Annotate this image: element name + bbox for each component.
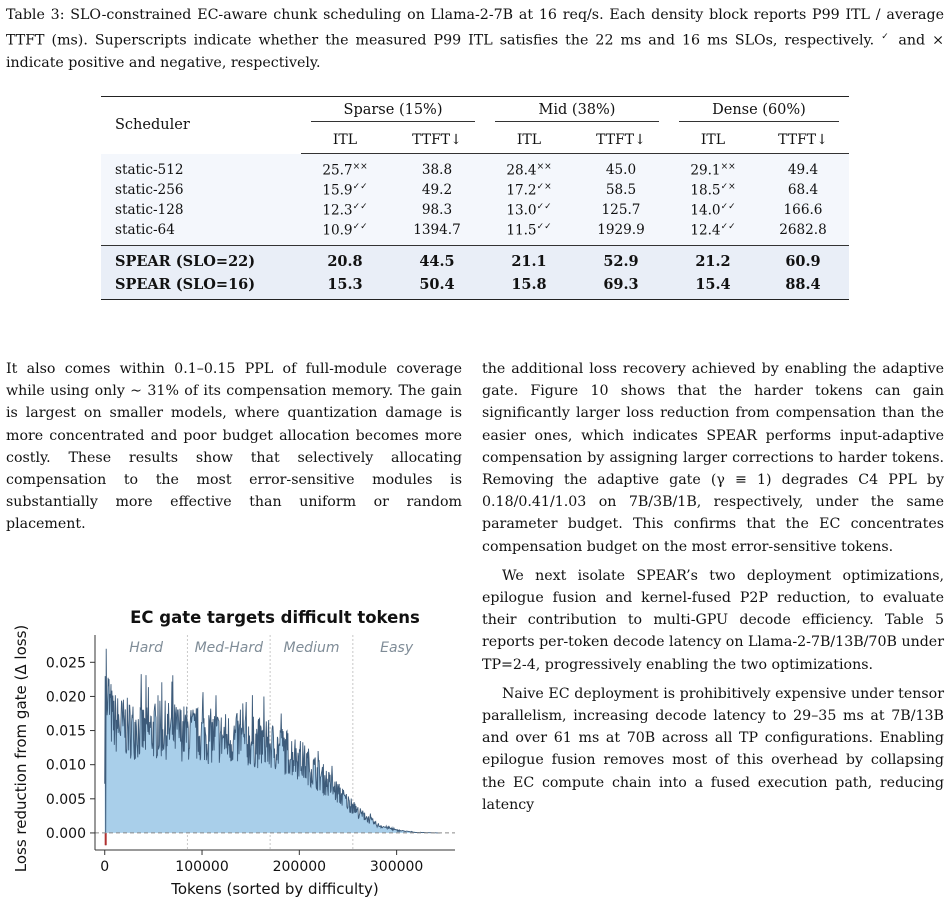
cell-value: 10.9 <box>322 222 353 239</box>
scheduler-name: SPEAR (SLO=22) <box>101 246 301 274</box>
cell-value: 68.4 <box>787 182 819 198</box>
cell-value: 14.0 <box>690 202 721 219</box>
table-row <box>101 220 849 246</box>
itl-cell: 20.8 <box>301 246 389 274</box>
group-header-dense: Dense (60%) <box>679 102 839 122</box>
subheader-itl: ITL <box>669 127 757 154</box>
subheader-ttft: TTFT↓ <box>389 127 485 154</box>
region-label: Medium <box>283 640 340 656</box>
group-header-mid: Mid (38%) <box>495 102 659 122</box>
slo-marks: ×× <box>352 161 368 172</box>
itl-cell <box>669 180 757 200</box>
itl-cell <box>301 200 389 220</box>
ttft-cell <box>573 200 669 220</box>
ttft-cell <box>573 180 669 200</box>
x-tick-label: 0 <box>100 859 110 875</box>
itl-cell <box>301 180 389 200</box>
subheader-itl: ITL <box>301 127 389 154</box>
caption-middle: and <box>898 32 926 49</box>
cell-value: 29.1 <box>690 162 721 179</box>
ttft-cell: 60.9 <box>757 246 849 274</box>
itl-cell <box>485 154 573 181</box>
chart-area <box>105 649 441 846</box>
slo-marks: ×× <box>536 161 552 172</box>
results-table <box>101 96 849 300</box>
slo-marks: ✓× <box>720 181 736 192</box>
ttft-cell <box>757 220 849 246</box>
slo-marks: ✓× <box>536 181 552 192</box>
cell-value: 49.4 <box>787 162 819 178</box>
scheduler-name: static-64 <box>115 222 175 238</box>
table-row-spear <box>101 246 849 274</box>
itl-cell <box>485 220 573 246</box>
cell-value: 17.2 <box>506 182 537 199</box>
cell-value: 28.4 <box>506 162 537 179</box>
cell-value: 125.7 <box>601 202 641 218</box>
cell-value: 13.0 <box>506 202 537 219</box>
slo-marks: ✓✓ <box>352 181 368 192</box>
cell-value: 12.4 <box>690 222 721 239</box>
itl-cell: 21.2 <box>669 246 757 274</box>
slo-marks: ×× <box>720 161 736 172</box>
table-row <box>101 154 849 181</box>
scheduler-name: static-512 <box>115 161 184 178</box>
region-label: Med-Hard <box>194 640 263 656</box>
cell-value: 18.5 <box>690 182 721 199</box>
table-row <box>101 200 849 220</box>
chart-title: EC gate targets difficult tokens <box>130 608 420 627</box>
itl-cell <box>485 180 573 200</box>
y-tick-label: 0.005 <box>45 791 86 808</box>
check-mark: ✓ <box>881 32 892 42</box>
itl-cell: 15.4 <box>669 273 757 300</box>
slo-marks: ✓✓ <box>720 201 736 212</box>
cell-value: 2682.8 <box>779 222 827 238</box>
itl-cell <box>301 220 389 246</box>
cell-value: 11.5 <box>506 222 537 239</box>
scheduler-name: static-256 <box>115 182 184 198</box>
cell-value: 1394.7 <box>413 222 461 238</box>
itl-cell: 15.3 <box>301 273 389 300</box>
left-column-text <box>6 358 462 536</box>
cell-value: 45.0 <box>605 162 637 178</box>
table-row-spear <box>101 273 849 300</box>
gate-figure <box>0 595 470 913</box>
slo-marks: ✓✓ <box>352 221 368 232</box>
itl-cell: 21.1 <box>485 246 573 274</box>
y-axis-label: Loss reduction from gate (Δ loss) <box>12 624 30 873</box>
cell-value: 38.8 <box>421 162 453 178</box>
cell-value: 15.9 <box>322 182 353 199</box>
ttft-cell <box>757 180 849 200</box>
itl-cell: 15.8 <box>485 273 573 300</box>
cell-value: 12.3 <box>322 202 353 219</box>
region-label: Easy <box>380 640 414 656</box>
cell-value: 58.5 <box>605 182 637 198</box>
itl-cell <box>301 154 389 181</box>
subheader-ttft: TTFT↓ <box>573 127 669 154</box>
slo-marks: ✓✓ <box>536 221 552 232</box>
ttft-cell <box>389 180 485 200</box>
paragraph: It also comes within 0.1–0.15 PPL of full-module coverage while using only ∼ 31% of its compensation memory. The gain is largest on smaller models, where quantization damage is more concentrated and poor budget allocation becomes more costly. These results show that selectively allocating compensation to the most error-sensitive modules is substantially more effective than uniform or random placement. <box>6 361 462 533</box>
scheduler-name: static-128 <box>115 202 184 218</box>
itl-cell <box>669 220 757 246</box>
y-tick-label: 0.010 <box>45 757 86 774</box>
scheduler-name: SPEAR (SLO=16) <box>101 273 301 300</box>
table-row <box>101 180 849 200</box>
ttft-cell <box>389 220 485 246</box>
group-header-sparse: Sparse (15%) <box>311 102 475 122</box>
ttft-cell <box>389 154 485 181</box>
y-tick-label: 0.020 <box>45 689 86 706</box>
ttft-cell <box>389 200 485 220</box>
x-axis-label: Tokens (sorted by difficulty) <box>171 880 379 898</box>
y-tick-label: 0.025 <box>45 655 86 672</box>
ttft-cell <box>757 200 849 220</box>
ttft-cell <box>573 154 669 181</box>
ttft-cell <box>573 220 669 246</box>
x-tick-label: 200000 <box>272 859 327 875</box>
subheader-ttft: TTFT↓ <box>757 127 849 154</box>
itl-cell <box>669 200 757 220</box>
slo-marks: ✓✓ <box>536 201 552 212</box>
x-tick-label: 100000 <box>175 859 229 875</box>
paragraph: We next isolate SPEAR’s two deployment optimizations, epilogue fusion and kernel-fused P2P reduction, to evaluate their contribution to multi-GPU decode efficiency. Table 5 reports per-token decode latency on Llama-2-7B/13B/70B under TP=2-4, progressively enabling the two optimizations. <box>482 567 944 673</box>
x-tick-label: 300000 <box>369 859 424 875</box>
cell-value: 166.6 <box>783 202 823 218</box>
ttft-cell <box>757 154 849 181</box>
y-tick-label: 0.015 <box>45 723 86 740</box>
slo-marks: ✓✓ <box>720 221 736 232</box>
right-column-text <box>482 358 944 816</box>
cross-mark: × <box>932 32 944 49</box>
ttft-cell: 52.9 <box>573 246 669 274</box>
caption-suffix: indicate positive and negative, respectively. <box>6 54 321 71</box>
region-label: Hard <box>129 640 163 656</box>
slo-marks: ✓✓ <box>352 201 368 212</box>
ttft-cell: 44.5 <box>389 246 485 274</box>
cell-value: 1929.9 <box>597 222 645 238</box>
table-caption <box>6 4 944 74</box>
ttft-cell: 50.4 <box>389 273 485 300</box>
cell-value: 49.2 <box>421 182 453 198</box>
paragraph: Naive EC deployment is prohibitively expensive under tensor parallelism, increasing decode latency to 29–35 ms at 7B/13B and over 61 ms at 70B across all TP configurations. Enabling epilogue fusion removes most of this overhead by collapsing the EC compute chain into a fused execution path, reducing latency <box>482 685 944 813</box>
ttft-cell: 88.4 <box>757 273 849 300</box>
itl-cell <box>485 200 573 220</box>
y-tick-label: 0.000 <box>45 825 86 842</box>
subheader-itl: ITL <box>485 127 573 154</box>
itl-cell <box>669 154 757 181</box>
ttft-cell: 69.3 <box>573 273 669 300</box>
caption-prefix: Table 3: SLO-constrained EC-aware chunk scheduling on Llama-2-7B at 16 req/s. Each density block reports P99 ITL / average TTFT (ms). Superscripts indicate whether the measured P99 ITL satisfies the 22 ms and 16 ms SLOs, respectively. <box>6 7 944 49</box>
cell-value: 25.7 <box>322 162 353 179</box>
cell-value: 98.3 <box>421 202 453 218</box>
paragraph: the additional loss recovery achieved by enabling the adaptive gate. Figure 10 shows that the harder tokens can gain significantly larger loss reduction from compensation than the easier ones, which indicates SPEAR performs input-adaptive compensation by assigning larger corrections to harder tokens. Removing the adaptive gate (γ ≡ 1) degrades C4 PPL by 0.18/0.41/1.03 on 7B/3B/1B, respectively, under the same parameter budget. This confirms that the EC concentrates compensation budget on the most error-sensitive tokens. <box>482 361 944 555</box>
scheduler-header: Scheduler <box>101 97 301 154</box>
